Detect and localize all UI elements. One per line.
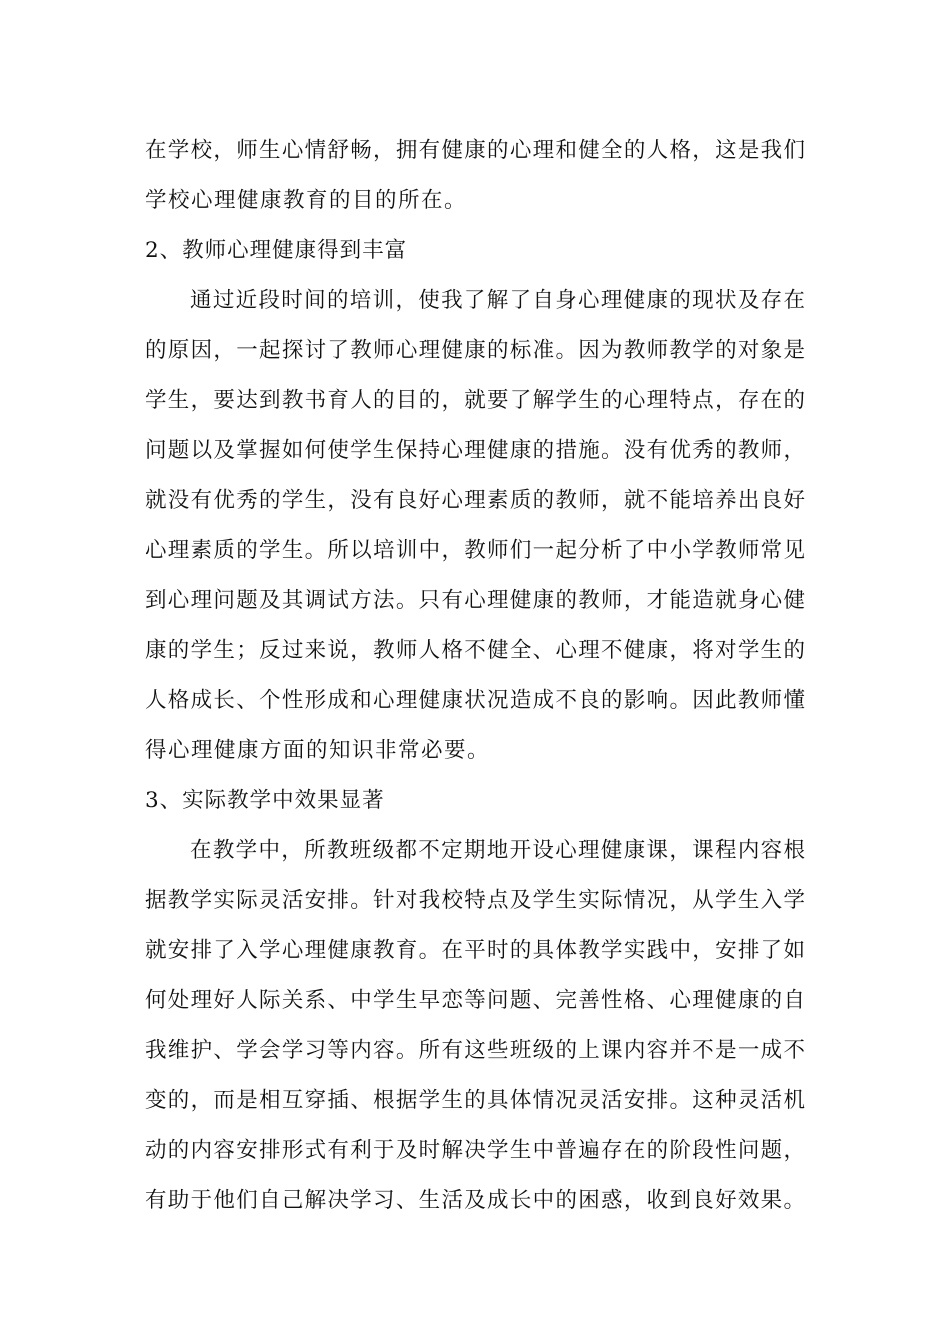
paragraph-2-line-4: 问题以及掌握如何使学生保持心理健康的措施。没有优秀的教师，: [145, 438, 805, 463]
paragraph-2-line-2: 的原因，一起探讨了教师心理健康的标准。因为教师教学的对象是: [145, 338, 805, 363]
paragraph-2-line-3: 学生，要达到教书育人的目的，就要了解学生的心理特点，存在的: [145, 388, 805, 413]
paragraph-2-line-1: 通过近段时间的培训，使我了解了自身心理健康的现状及存在: [190, 288, 805, 313]
paragraph-3-line-4: 何处理好人际关系、中学生早恋等问题、完善性格、心理健康的自: [145, 988, 805, 1013]
paragraph-3-line-8: 有助于他们自己解决学习、生活及成长中的困惑，收到良好效果。: [145, 1188, 805, 1213]
paragraph-2-line-5: 就没有优秀的学生，没有良好心理素质的教师，就不能培养出良好: [145, 488, 805, 513]
paragraph-3-line-3: 就安排了入学心理健康教育。在平时的具体教学实践中，安排了如: [145, 938, 805, 963]
paragraph-3-line-7: 动的内容安排形式有利于及时解决学生中普遍存在的阶段性问题，: [145, 1138, 805, 1163]
paragraph-2-line-6: 心理素质的学生。所以培训中，教师们一起分析了中小学教师常见: [145, 538, 805, 563]
paragraph-3-line-5: 我维护、学会学习等内容。所有这些班级的上课内容并不是一成不: [145, 1038, 805, 1063]
paragraph-2-line-8: 康的学生；反过来说，教师人格不健全、心理不健康，将对学生的: [145, 638, 805, 663]
section-heading-3: 3、实际教学中效果显著: [145, 788, 385, 813]
paragraph-3-line-2: 据教学实际灵活安排。针对我校特点及学生实际情况，从学生入学: [145, 888, 805, 913]
paragraph-2-line-9: 人格成长、个性形成和心理健康状况造成不良的影响。因此教师懂: [145, 688, 805, 713]
paragraph-2-line-10: 得心理健康方面的知识非常必要。: [145, 738, 491, 763]
paragraph-2-line-7: 到心理问题及其调试方法。只有心理健康的教师，才能造就身心健: [145, 588, 805, 613]
paragraph-1-line-1: 在学校，师生心情舒畅，拥有健康的心理和健全的人格，这是我们: [145, 138, 805, 163]
paragraph-3-line-1: 在教学中，所教班级都不定期地开设心理健康课，课程内容根: [190, 838, 805, 863]
paragraph-3-line-6: 变的，而是相互穿插、根据学生的具体情况灵活安排。这种灵活机: [145, 1088, 805, 1113]
section-heading-2: 2、教师心理健康得到丰富: [145, 238, 408, 263]
paragraph-1-line-2: 学校心理健康教育的目的所在。: [145, 188, 468, 213]
